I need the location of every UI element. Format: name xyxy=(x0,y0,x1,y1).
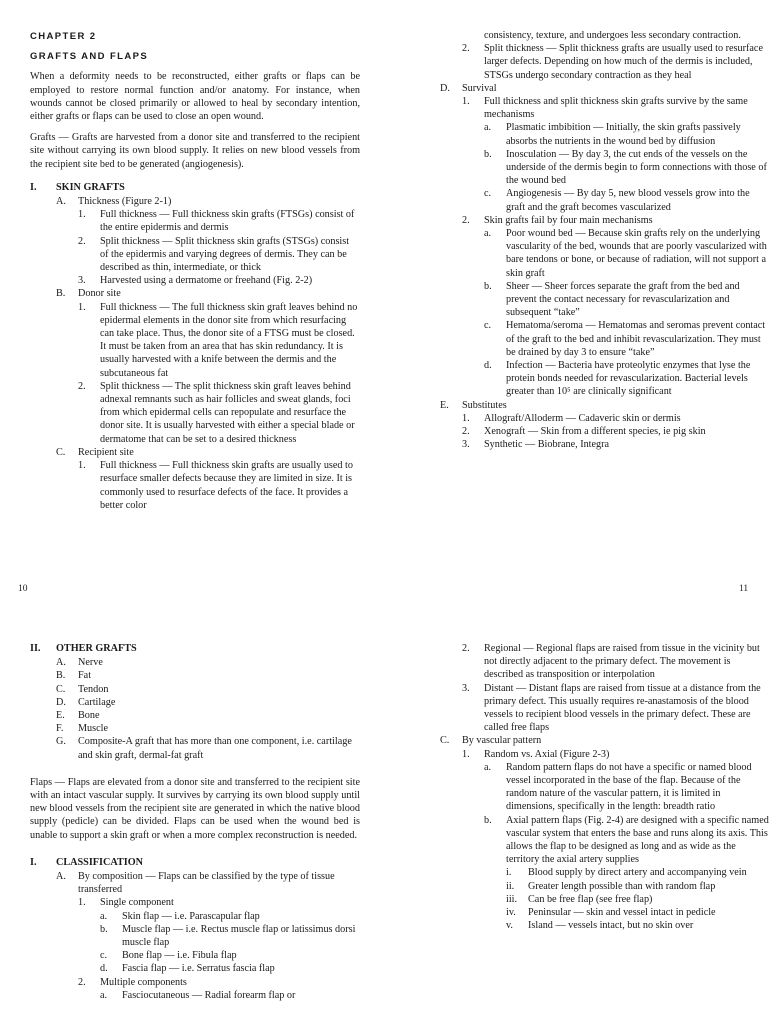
outline-item xyxy=(30,380,360,446)
outline-item xyxy=(440,425,770,438)
outline-item xyxy=(30,910,360,923)
outline-text: Sheer — Sheer forces separate the graft from the bed and prevent the contact necessary for revascularization and subsequent “take” xyxy=(506,280,740,319)
outline-text: SKIN GRAFTS xyxy=(56,181,125,193)
outline-marker: 1. xyxy=(78,301,86,313)
grafts-definition: Grafts — Grafts are harvested from a donor site and transferred to the recipient site without carrying its own blood supply. It relies on new blood vessels from the recipient site bed to be generated (angiogenesis). xyxy=(30,132,360,170)
outline-item xyxy=(440,438,770,451)
outline-text: Xenograft — Skin from a different species, ie pig skin xyxy=(484,426,706,438)
outline-item xyxy=(440,280,770,320)
outline-marker: B. xyxy=(56,670,66,682)
outline-item xyxy=(30,962,360,975)
outline-item xyxy=(440,359,770,399)
outline-item xyxy=(30,301,360,380)
left-column xyxy=(30,30,360,512)
outline-text: Full thickness and split thickness skin grafts survive by the same mechanisms xyxy=(484,96,748,121)
outline-text: OTHER GRAFTS xyxy=(56,643,137,654)
outline-item xyxy=(440,214,770,227)
outline-text: Harvested using a dermatome or freehand (Fig. 2-2) xyxy=(100,275,313,287)
outline-marker: 1. xyxy=(462,748,470,760)
outline-marker: 2. xyxy=(462,43,470,55)
outline-text: CLASSIFICATION xyxy=(56,856,143,868)
outline-text: Fat xyxy=(78,670,92,682)
right-column xyxy=(440,29,770,452)
outline-text: Composite-A graft that has more than one component, i.e. cartilage and skin graft, dermal-fat graft xyxy=(78,736,352,761)
outline-marker: D. xyxy=(56,696,66,708)
outline-text: Peninsular — skin and vessel intact in pedicle xyxy=(528,907,716,919)
outline-marker: 2. xyxy=(462,426,470,438)
outline-item xyxy=(30,181,360,194)
outline-text: Random pattern flaps do not have a specific or named blood vessel incorporated in the base of the flap. Because of the random nature of the vascular pattern, it is limited in dimensions, specifically in the length: breadth ratio xyxy=(506,761,752,813)
outline-item xyxy=(30,722,360,735)
outline-text: Fasciocutaneous — Radial forearm flap or xyxy=(122,989,296,1001)
outline-text: Recipient site xyxy=(78,446,134,458)
outline-text: Distant — Distant flaps are raised from tissue at a distance from the primary defect. This usually requires re-anastamosis of the blood vessels to recipient blood vessels in the primary defect. These are called free flaps xyxy=(484,682,761,734)
outline-item xyxy=(440,42,770,82)
survival-outline xyxy=(440,29,770,452)
outline-marker: d. xyxy=(100,963,108,975)
outline-text: Plasmatic imbibition — Initially, the skin grafts passively absorbs the nutrients in the wound bed by diffusion xyxy=(506,122,741,147)
outline-text: Infection — Bacteria have proteolytic enzymes that lyse the protein bonds needed for revascularization. Bacterial levels greater than 10⁵ are clinically significant xyxy=(506,360,751,398)
outline-item xyxy=(30,870,360,896)
outline-item xyxy=(440,82,770,95)
outline-marker: C. xyxy=(56,446,66,458)
outline-marker: 2. xyxy=(78,380,86,392)
outline-text: Hematoma/seroma — Hematomas and seromas prevent contact of the graft to the bed and inhibit revascularization. They must be drained by day 3 to ensure “take” xyxy=(506,320,766,358)
outline-marker: b. xyxy=(484,148,492,160)
outline-marker: a. xyxy=(484,761,492,773)
outline-item xyxy=(30,459,360,512)
outline-item xyxy=(30,696,360,709)
outline-item xyxy=(30,642,360,655)
outline-item xyxy=(440,29,770,42)
outline-marker: II. xyxy=(30,643,41,654)
outline-marker: G. xyxy=(56,736,66,748)
outline-text: Allograft/Alloderm — Cadaveric skin or dermis xyxy=(484,412,681,424)
outline-marker: c. xyxy=(484,188,492,200)
outline-text: Tendon xyxy=(78,683,109,695)
outline-marker: b. xyxy=(484,814,492,826)
outline-item xyxy=(30,656,360,669)
outline-item xyxy=(30,669,360,682)
outline-item xyxy=(440,642,770,682)
outline-marker: 2. xyxy=(462,643,470,654)
outline-marker: 2. xyxy=(78,235,86,247)
outline-item xyxy=(30,709,360,722)
outline-item xyxy=(30,195,360,208)
outline-text: Skin grafts fail by four main mechanisms xyxy=(484,214,653,226)
outline-marker: iii. xyxy=(506,893,518,905)
outline-item xyxy=(30,949,360,962)
outline-item xyxy=(30,287,360,300)
outline-marker: a. xyxy=(484,228,492,240)
chapter-label: CHAPTER 2 xyxy=(30,31,97,42)
outline-marker: b. xyxy=(100,923,108,935)
outline-marker: iv. xyxy=(506,907,516,919)
left-column-2 xyxy=(30,642,360,1002)
outline-text: Skin flap — i.e. Parascapular flap xyxy=(122,910,260,922)
outline-marker: 1. xyxy=(78,897,86,909)
outline-marker: b. xyxy=(484,280,492,292)
classification-outline xyxy=(30,856,360,1002)
outline-item xyxy=(440,227,770,280)
outline-item xyxy=(30,683,360,696)
right-column-2 xyxy=(440,642,770,932)
outline-text: Island — vessels intact, but no skin over xyxy=(528,920,694,932)
outline-marker: 1. xyxy=(78,460,86,472)
outline-marker: a. xyxy=(484,122,492,134)
outline-marker: I. xyxy=(30,181,37,193)
outline-marker: A. xyxy=(56,196,66,208)
outline-text: Split thickness — The split thickness skin graft leaves behind adnexal remnants such as hair follicles and sweat glands, foci from which epidermal cells can repopulate and resurface the donor site. It is usually harvested with either a special blade or dermatome that can be set to a desired thickness xyxy=(100,380,355,445)
outline-marker: 3. xyxy=(78,275,86,287)
outline-text: Full thickness — Full thickness skin grafts (FTSGs) consist of the entire epidermis and dermis xyxy=(100,209,355,234)
outline-text: Muscle flap — i.e. Rectus muscle flap or latissimus dorsi muscle flap xyxy=(122,923,356,949)
outline-text: Substitutes xyxy=(462,399,507,411)
outline-marker: 3. xyxy=(462,682,470,694)
outline-item xyxy=(440,412,770,425)
outline-marker: C. xyxy=(440,735,450,747)
outline-text: Greater length possible than with random flap xyxy=(528,880,716,892)
outline-item xyxy=(440,187,770,213)
outline-item xyxy=(440,906,770,919)
outline-marker: a. xyxy=(100,910,108,922)
outline-text: Split thickness — Split thickness skin grafts (STSGs) consist of the epidermis and varying degrees of dermis. They can be described as thin, intermediate, or thick xyxy=(100,235,350,274)
outline-marker: i. xyxy=(506,867,512,879)
outline-item xyxy=(30,208,360,234)
outline-text: consistency, texture, and undergoes less secondary contraction. xyxy=(484,30,741,41)
outline-item xyxy=(440,95,770,121)
outline-marker: I. xyxy=(30,856,37,868)
outline-item xyxy=(30,446,360,459)
vascular-pattern-outline xyxy=(440,642,770,932)
outline-item xyxy=(30,989,360,1002)
outline-text: Survival xyxy=(462,82,497,94)
outline-text: Muscle xyxy=(78,723,108,735)
outline-text: Cartilage xyxy=(78,696,116,708)
outline-text: Fascia flap — i.e. Serratus fascia flap xyxy=(122,963,275,975)
outline-text: Poor wound bed — Because skin grafts rely on the underlying vascularity of the bed, wounds that are poorly vascularized with bare tendons or bone, or because of radiation, will not support a skin graft xyxy=(506,228,767,279)
skin-grafts-outline xyxy=(30,181,360,512)
outline-marker: d. xyxy=(484,360,492,372)
outline-text: Can be free flap (see free flap) xyxy=(528,893,653,905)
outline-text: Blood supply by direct artery and accompanying vein xyxy=(528,867,747,879)
outline-text: Axial pattern flaps (Fig. 2-4) are designed with a specific named vascular system that enters the base and runs along its axis. This allows the flap to be designed as long and as wide as the territory the axial artery supplies xyxy=(506,814,769,866)
outline-text: Donor site xyxy=(78,288,121,300)
outline-item xyxy=(440,399,770,412)
outline-item xyxy=(440,814,770,867)
outline-marker: 1. xyxy=(462,96,470,108)
outline-text: Nerve xyxy=(78,657,103,669)
outline-marker: D. xyxy=(440,82,450,94)
outline-item xyxy=(30,923,360,949)
outline-item xyxy=(440,682,770,735)
outline-item xyxy=(440,319,770,359)
outline-marker: ii. xyxy=(506,880,515,892)
outline-marker: E. xyxy=(440,399,449,411)
outline-item xyxy=(30,735,360,761)
outline-marker: a. xyxy=(100,989,108,1001)
outline-text: Multiple components xyxy=(100,976,187,988)
outline-marker: B. xyxy=(56,288,66,300)
outline-item xyxy=(440,866,770,879)
outline-item xyxy=(440,121,770,147)
intro-paragraph: When a deformity needs to be reconstructed, either grafts or flaps can be employed to restore normal function and/or anatomy. For instance, when wounds cannot be closed primarily or allowed to heal by secondary intention, either grafts or flaps can be used to close an open wound. xyxy=(30,71,360,123)
outline-marker: c. xyxy=(100,950,108,962)
outline-text: Inosculation — By day 3, the cut ends of the vessels on the underside of the dermis begin to form connections with those of the wound bed xyxy=(506,148,767,187)
outline-item xyxy=(440,761,770,814)
outline-text: Single component xyxy=(100,897,174,909)
outline-marker: A. xyxy=(56,657,66,669)
outline-item xyxy=(440,880,770,893)
outline-text: Bone xyxy=(78,710,100,722)
outline-text: By vascular pattern xyxy=(462,735,542,747)
outline-marker: c. xyxy=(484,320,492,332)
outline-marker: 2. xyxy=(462,214,470,226)
outline-text: Split thickness — Split thickness grafts are usually used to resurface larger defects. Depending on how much of the dermis is included, STSGs undergo secondary contraction as they heal xyxy=(484,43,763,81)
outline-text: Regional — Regional flaps are raised from tissue in the vicinity but not directly adjacent to the primary defect. The movement is described as transposition or interpolation xyxy=(484,643,760,681)
outline-item xyxy=(440,919,770,932)
page-number-left: 10 xyxy=(18,584,28,594)
outline-marker: 3. xyxy=(462,439,470,451)
outline-marker: C. xyxy=(56,683,66,695)
outline-text: Angiogenesis — By day 5, new blood vessels grow into the graft and the graft becomes vascularized xyxy=(506,188,750,213)
outline-item xyxy=(30,896,360,909)
outline-item xyxy=(440,893,770,906)
outline-text: Full thickness — Full thickness skin grafts are usually used to resurface smaller defects because they are limited in size. It is commonly used to resurface defects of the face. It provides a better color xyxy=(100,460,353,511)
outline-marker: 1. xyxy=(78,209,86,221)
other-grafts-outline xyxy=(30,642,360,762)
outline-marker: v. xyxy=(506,920,513,932)
outline-item xyxy=(30,235,360,275)
outline-item xyxy=(440,148,770,188)
flaps-definition: Flaps — Flaps are elevated from a donor site and transferred to the recipient site with an intact vascular supply. It survives by carrying its own blood supply until new blood vessels from the recipient site are generated in which the native blood supply (pedicle) can be divided. Flaps can be used when the wound bed is unable to support a skin graft or when a more complex reconstruction is needed. xyxy=(30,776,360,841)
outline-marker: A. xyxy=(56,871,66,883)
outline-text: Random vs. Axial (Figure 2-3) xyxy=(484,748,610,760)
outline-text: Full thickness — The full thickness skin graft leaves behind no epidermal elements in the donor site from which resurfacing can take place. Thus, the donor site of a FTSG must be closed. It must be taken from an area that has skin redundancy. It is usually harvested with a knife between the dermis and the subcutaneous fat xyxy=(100,301,358,379)
outline-marker: E. xyxy=(56,710,65,722)
outline-text: Synthetic — Biobrane, Integra xyxy=(484,439,610,451)
outline-marker: 2. xyxy=(78,976,86,988)
page-12-13 xyxy=(0,512,768,1024)
page-number-right: 11 xyxy=(739,584,749,594)
outline-item xyxy=(440,734,770,747)
outline-text: By composition — Flaps can be classified by the type of tissue transferred xyxy=(78,871,335,896)
outline-item xyxy=(440,748,770,761)
outline-text: Thickness (Figure 2-1) xyxy=(78,196,172,208)
outline-item xyxy=(30,976,360,989)
outline-text: Bone flap — i.e. Fibula flap xyxy=(122,950,237,962)
chapter-title: GRAFTS AND FLAPS xyxy=(30,51,149,63)
outline-marker: F. xyxy=(56,723,64,735)
outline-item xyxy=(30,856,360,869)
outline-marker: 1. xyxy=(462,412,470,424)
outline-item xyxy=(30,274,360,287)
